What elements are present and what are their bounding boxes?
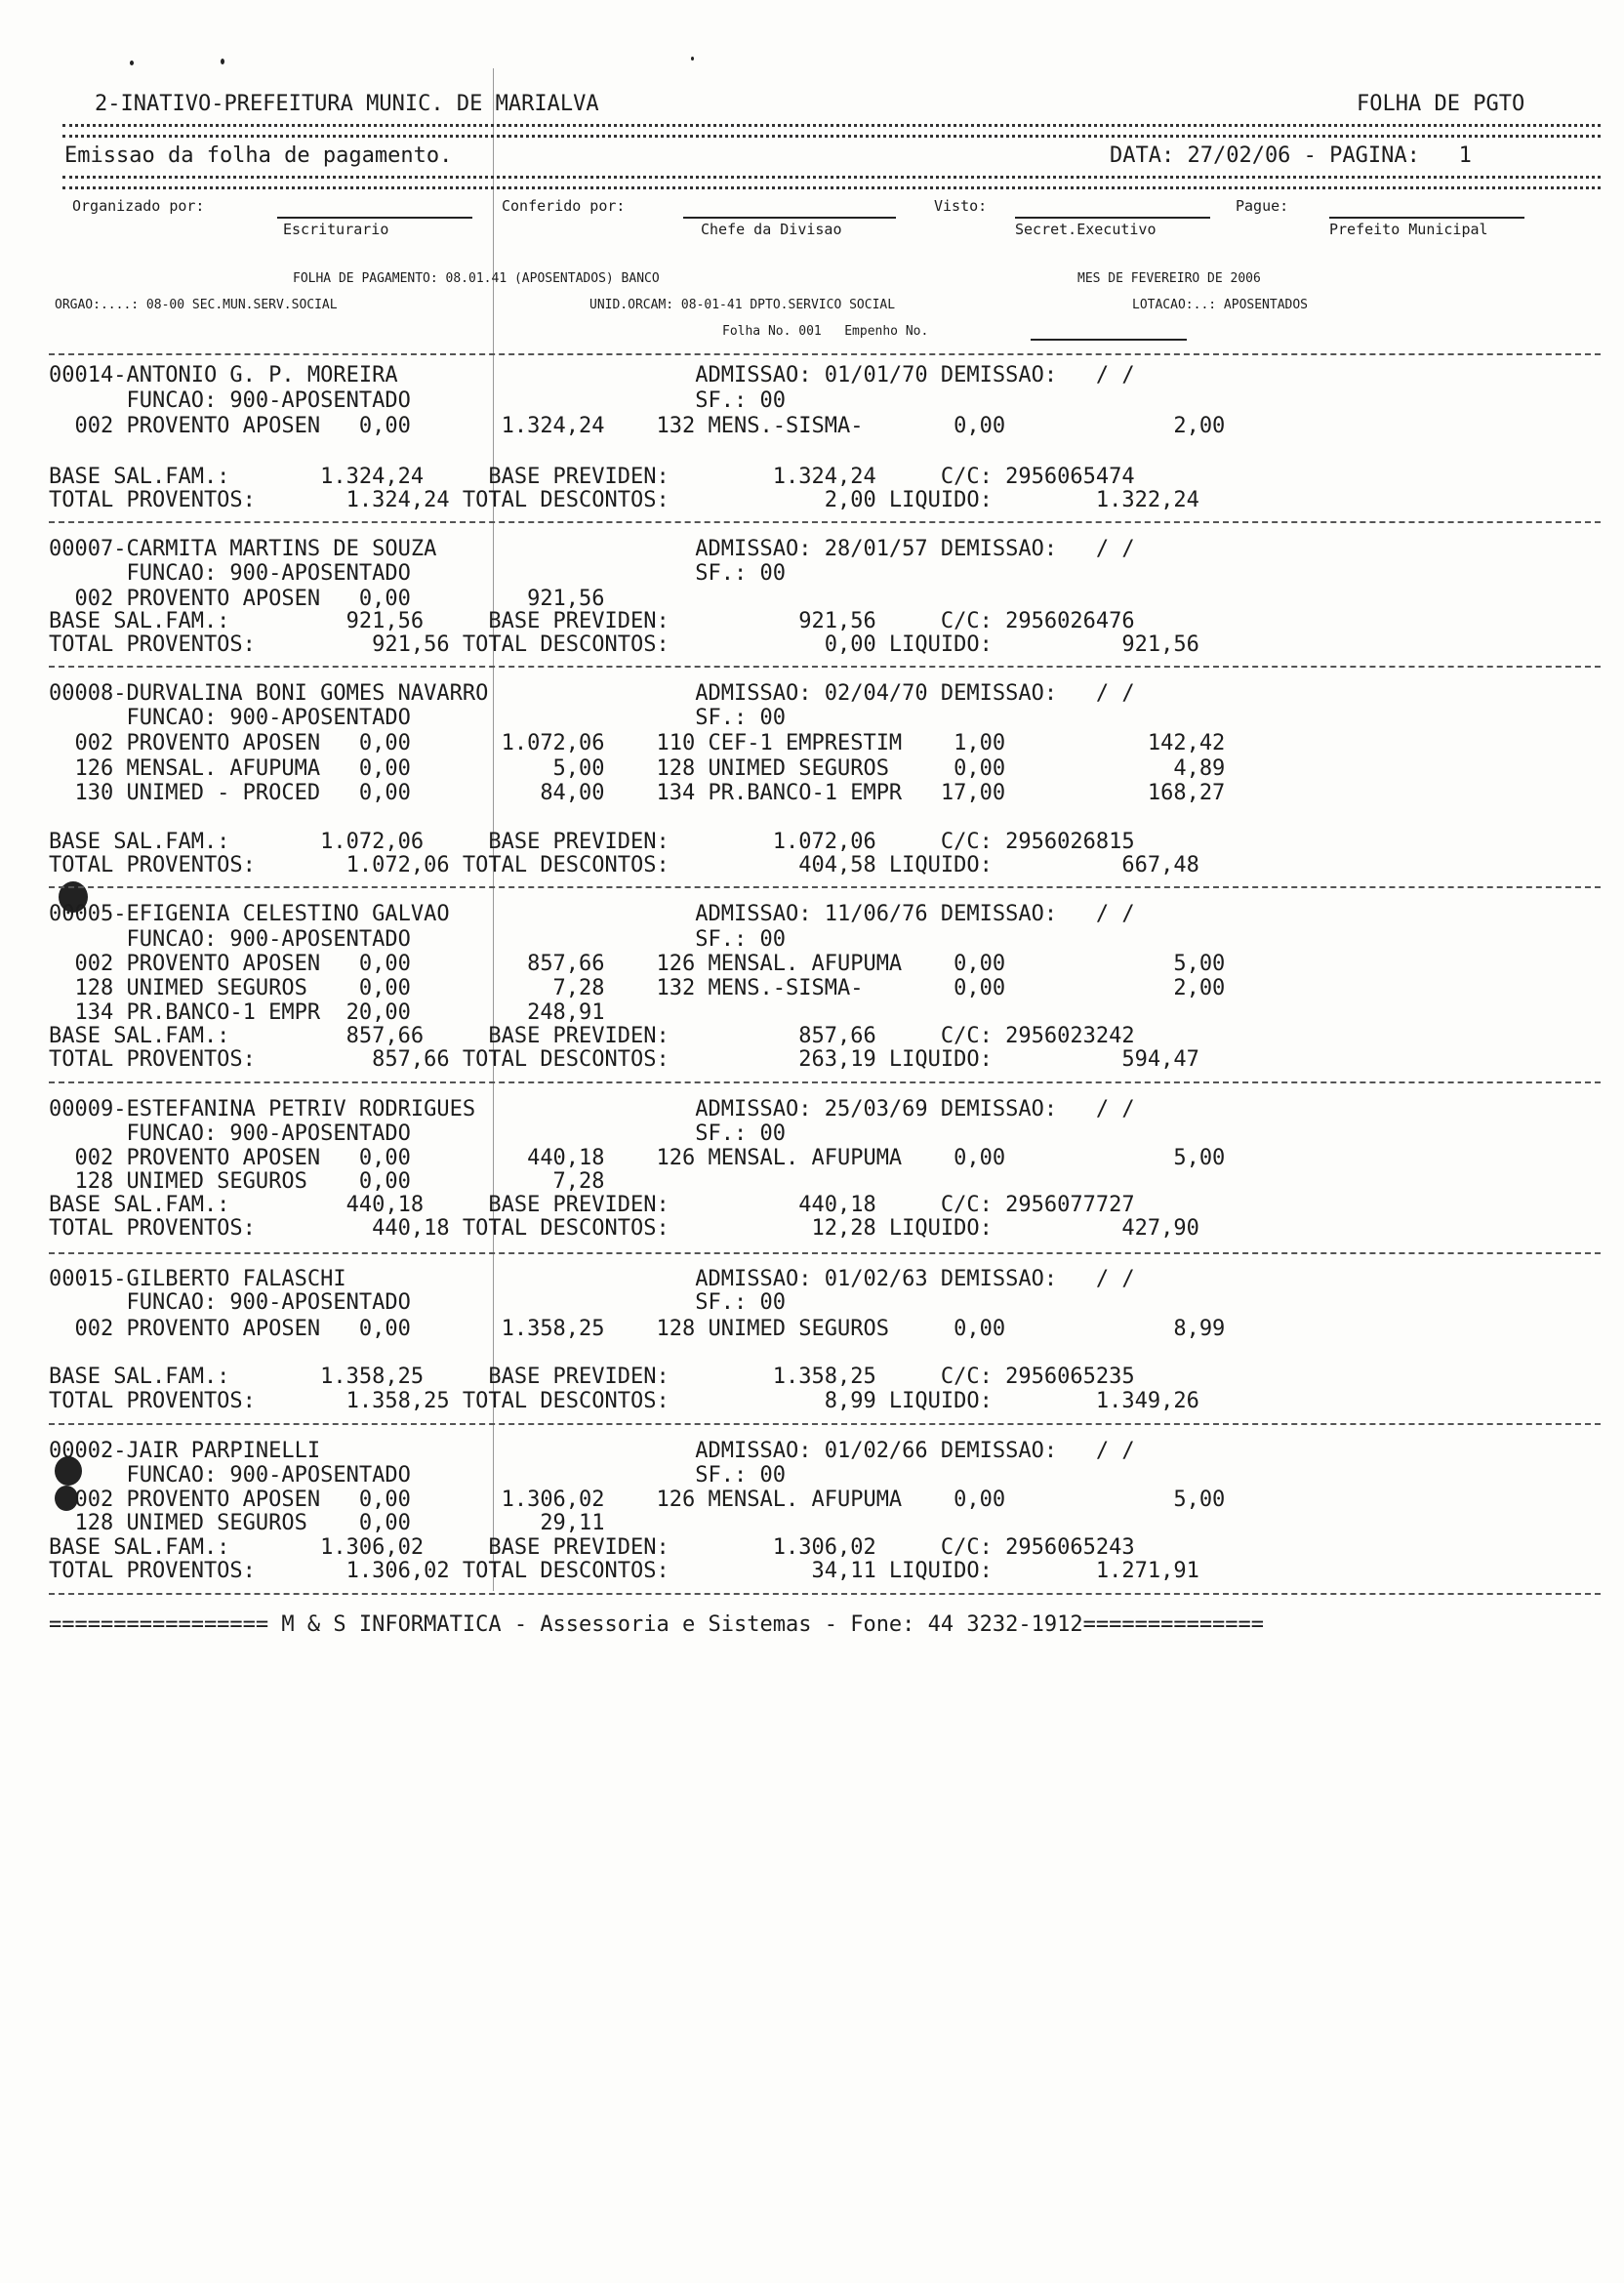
signature-role: Prefeito Municipal [1329, 221, 1488, 238]
scan-speck [130, 61, 134, 65]
record-line: 002 PROVENTO APOSEN 0,00 921,56 [49, 587, 605, 611]
signature-role: Secret.Executivo [1015, 221, 1157, 238]
record-line: BASE SAL.FAM.: 857,66 BASE PREVIDEN: 857,66 C/C: 2956023242 [49, 1024, 1135, 1048]
month-info: MES DE FEVEREIRO DE 2006 [1077, 271, 1261, 286]
record-line: 128 UNIMED SEGUROS 0,00 7,28 132 MENS.-SISMA- 0,00 2,00 [49, 976, 1226, 1000]
record-line: TOTAL PROVENTOS: 1.358,25 TOTAL DESCONTOS: 8,99 LIQUIDO: 1.349,26 [49, 1389, 1199, 1413]
record-line: FUNCAO: 900-APOSENTADO SF.: 00 [49, 1121, 786, 1146]
record-separator [49, 1081, 1601, 1083]
date-page: DATA: 27/02/06 - PAGINA: 1 [1110, 143, 1472, 168]
empenho-line [1031, 339, 1187, 341]
record-line: BASE SAL.FAM.: 921,56 BASE PREVIDEN: 921,56 C/C: 2956026476 [49, 609, 1135, 633]
record-line: TOTAL PROVENTOS: 1.306,02 TOTAL DESCONTOS: 34,11 LIQUIDO: 1.271,91 [49, 1559, 1199, 1583]
double-separator [62, 124, 1601, 138]
record-line: TOTAL PROVENTOS: 1.324,24 TOTAL DESCONTOS: 2,00 LIQUIDO: 1.322,24 [49, 488, 1199, 512]
record-line: FUNCAO: 900-APOSENTADO SF.: 00 [49, 388, 786, 413]
signature-label: Organizado por: [72, 197, 205, 215]
report-subtitle: Emissao da folha de pagamento. [64, 143, 453, 168]
page-title: 2-INATIVO-PREFEITURA MUNIC. DE MARIALVA [95, 92, 599, 116]
record-line: BASE SAL.FAM.: 1.072,06 BASE PREVIDEN: 1.072,06 C/C: 2956026815 [49, 830, 1135, 854]
signature-role: Escriturario [283, 221, 389, 238]
record-line: FUNCAO: 900-APOSENTADO SF.: 00 [49, 1290, 786, 1315]
record-line: BASE SAL.FAM.: 1.358,25 BASE PREVIDEN: 1.358,25 C/C: 2956065235 [49, 1365, 1135, 1389]
signature-line [1329, 217, 1524, 219]
folha-number: Folha No. 001 Empenho No. [722, 324, 929, 339]
record-line: TOTAL PROVENTOS: 857,66 TOTAL DESCONTOS: 263,19 LIQUIDO: 594,47 [49, 1047, 1199, 1072]
signature-label: Conferido por: [502, 197, 626, 215]
record-separator [49, 521, 1601, 523]
record-line: FUNCAO: 900-APOSENTADO SF.: 00 [49, 1463, 786, 1488]
signature-label: Visto: [934, 197, 988, 215]
record-separator [49, 886, 1601, 888]
record-line: 128 UNIMED SEGUROS 0,00 29,11 [49, 1511, 605, 1535]
scan-speck [691, 57, 694, 61]
record-line: 130 UNIMED - PROCED 0,00 84,00 134 PR.BANCO-1 EMPR 17,00 168,27 [49, 781, 1226, 805]
record-line: 00008-DURVALINA BONI GOMES NAVARRO ADMISSAO: 02/04/70 DEMISSAO: / / [49, 681, 1135, 706]
record-separator [49, 666, 1601, 668]
record-line: 00015-GILBERTO FALASCHI ADMISSAO: 01/02/63 DEMISSAO: / / [49, 1267, 1135, 1291]
document-type: FOLHA DE PGTO [1357, 92, 1525, 116]
double-separator [62, 176, 1601, 189]
record-line: TOTAL PROVENTOS: 1.072,06 TOTAL DESCONTOS: 404,58 LIQUIDO: 667,48 [49, 853, 1199, 877]
record-line: 126 MENSAL. AFUPUMA 0,00 5,00 128 UNIMED SEGUROS 0,00 4,89 [49, 756, 1226, 781]
signature-label: Pague: [1236, 197, 1289, 215]
unid-info: UNID.ORCAM: 08-01-41 DPTO.SERVICO SOCIAL [589, 298, 896, 312]
folha-info: FOLHA DE PAGAMENTO: 08.01.41 (APOSENTADOS) BANCO [293, 271, 660, 286]
record-line: 00002-JAIR PARPINELLI ADMISSAO: 01/02/66 DEMISSAO: / / [49, 1439, 1135, 1463]
signature-line [277, 217, 472, 219]
record-line: 00005-EFIGENIA CELESTINO GALVAO ADMISSAO: 11/06/76 DEMISSAO: / / [49, 902, 1135, 926]
record-line: 002 PROVENTO APOSEN 0,00 1.072,06 110 CEF-1 EMPRESTIM 1,00 142,42 [49, 731, 1226, 755]
record-line: 002 PROVENTO APOSEN 0,00 1.306,02 126 MENSAL. AFUPUMA 0,00 5,00 [49, 1488, 1226, 1512]
record-separator [49, 1593, 1601, 1595]
signature-line [683, 217, 896, 219]
record-separator [49, 1252, 1601, 1254]
record-line: FUNCAO: 900-APOSENTADO SF.: 00 [49, 927, 786, 952]
record-line: 00007-CARMITA MARTINS DE SOUZA ADMISSAO: 28/01/57 DEMISSAO: / / [49, 537, 1135, 561]
record-line: 00009-ESTEFANINA PETRIV RODRIGUES ADMISSAO: 25/03/69 DEMISSAO: / / [49, 1097, 1135, 1121]
record-line: 128 UNIMED SEGUROS 0,00 7,28 [49, 1169, 605, 1194]
record-line: BASE SAL.FAM.: 1.324,24 BASE PREVIDEN: 1.324,24 C/C: 2956065474 [49, 465, 1135, 489]
record-line: FUNCAO: 900-APOSENTADO SF.: 00 [49, 561, 786, 586]
record-separator [49, 1423, 1601, 1425]
footer-credit: ================= M & S INFORMATICA - Assessoria e Sistemas - Fone: 44 3232-1912============== [49, 1612, 1265, 1637]
record-line: 002 PROVENTO APOSEN 0,00 440,18 126 MENSAL. AFUPUMA 0,00 5,00 [49, 1146, 1226, 1170]
record-separator [49, 353, 1601, 355]
record-line: BASE SAL.FAM.: 440,18 BASE PREVIDEN: 440,18 C/C: 2956077727 [49, 1193, 1135, 1217]
orgao-info: ORGAO:....: 08-00 SEC.MUN.SERV.SOCIAL [55, 298, 338, 312]
signature-line [1015, 217, 1210, 219]
record-line: 134 PR.BANCO-1 EMPR 20,00 248,91 [49, 1000, 605, 1025]
record-line: TOTAL PROVENTOS: 921,56 TOTAL DESCONTOS: 0,00 LIQUIDO: 921,56 [49, 632, 1199, 657]
record-line: 00014-ANTONIO G. P. MOREIRA ADMISSAO: 01/01/70 DEMISSAO: / / [49, 363, 1135, 387]
signature-role: Chefe da Divisao [701, 221, 842, 238]
record-line: TOTAL PROVENTOS: 440,18 TOTAL DESCONTOS: 12,28 LIQUIDO: 427,90 [49, 1216, 1199, 1241]
record-line: BASE SAL.FAM.: 1.306,02 BASE PREVIDEN: 1.306,02 C/C: 2956065243 [49, 1535, 1135, 1560]
scan-speck [221, 59, 224, 64]
record-line: 002 PROVENTO APOSEN 0,00 1.324,24 132 MENS.-SISMA- 0,00 2,00 [49, 414, 1226, 438]
record-line: 002 PROVENTO APOSEN 0,00 857,66 126 MENSAL. AFUPUMA 0,00 5,00 [49, 952, 1226, 976]
lotacao-info: LOTACAO:..: APOSENTADOS [1132, 298, 1309, 312]
record-line: 002 PROVENTO APOSEN 0,00 1.358,25 128 UNIMED SEGUROS 0,00 8,99 [49, 1317, 1226, 1341]
record-line: FUNCAO: 900-APOSENTADO SF.: 00 [49, 706, 786, 730]
